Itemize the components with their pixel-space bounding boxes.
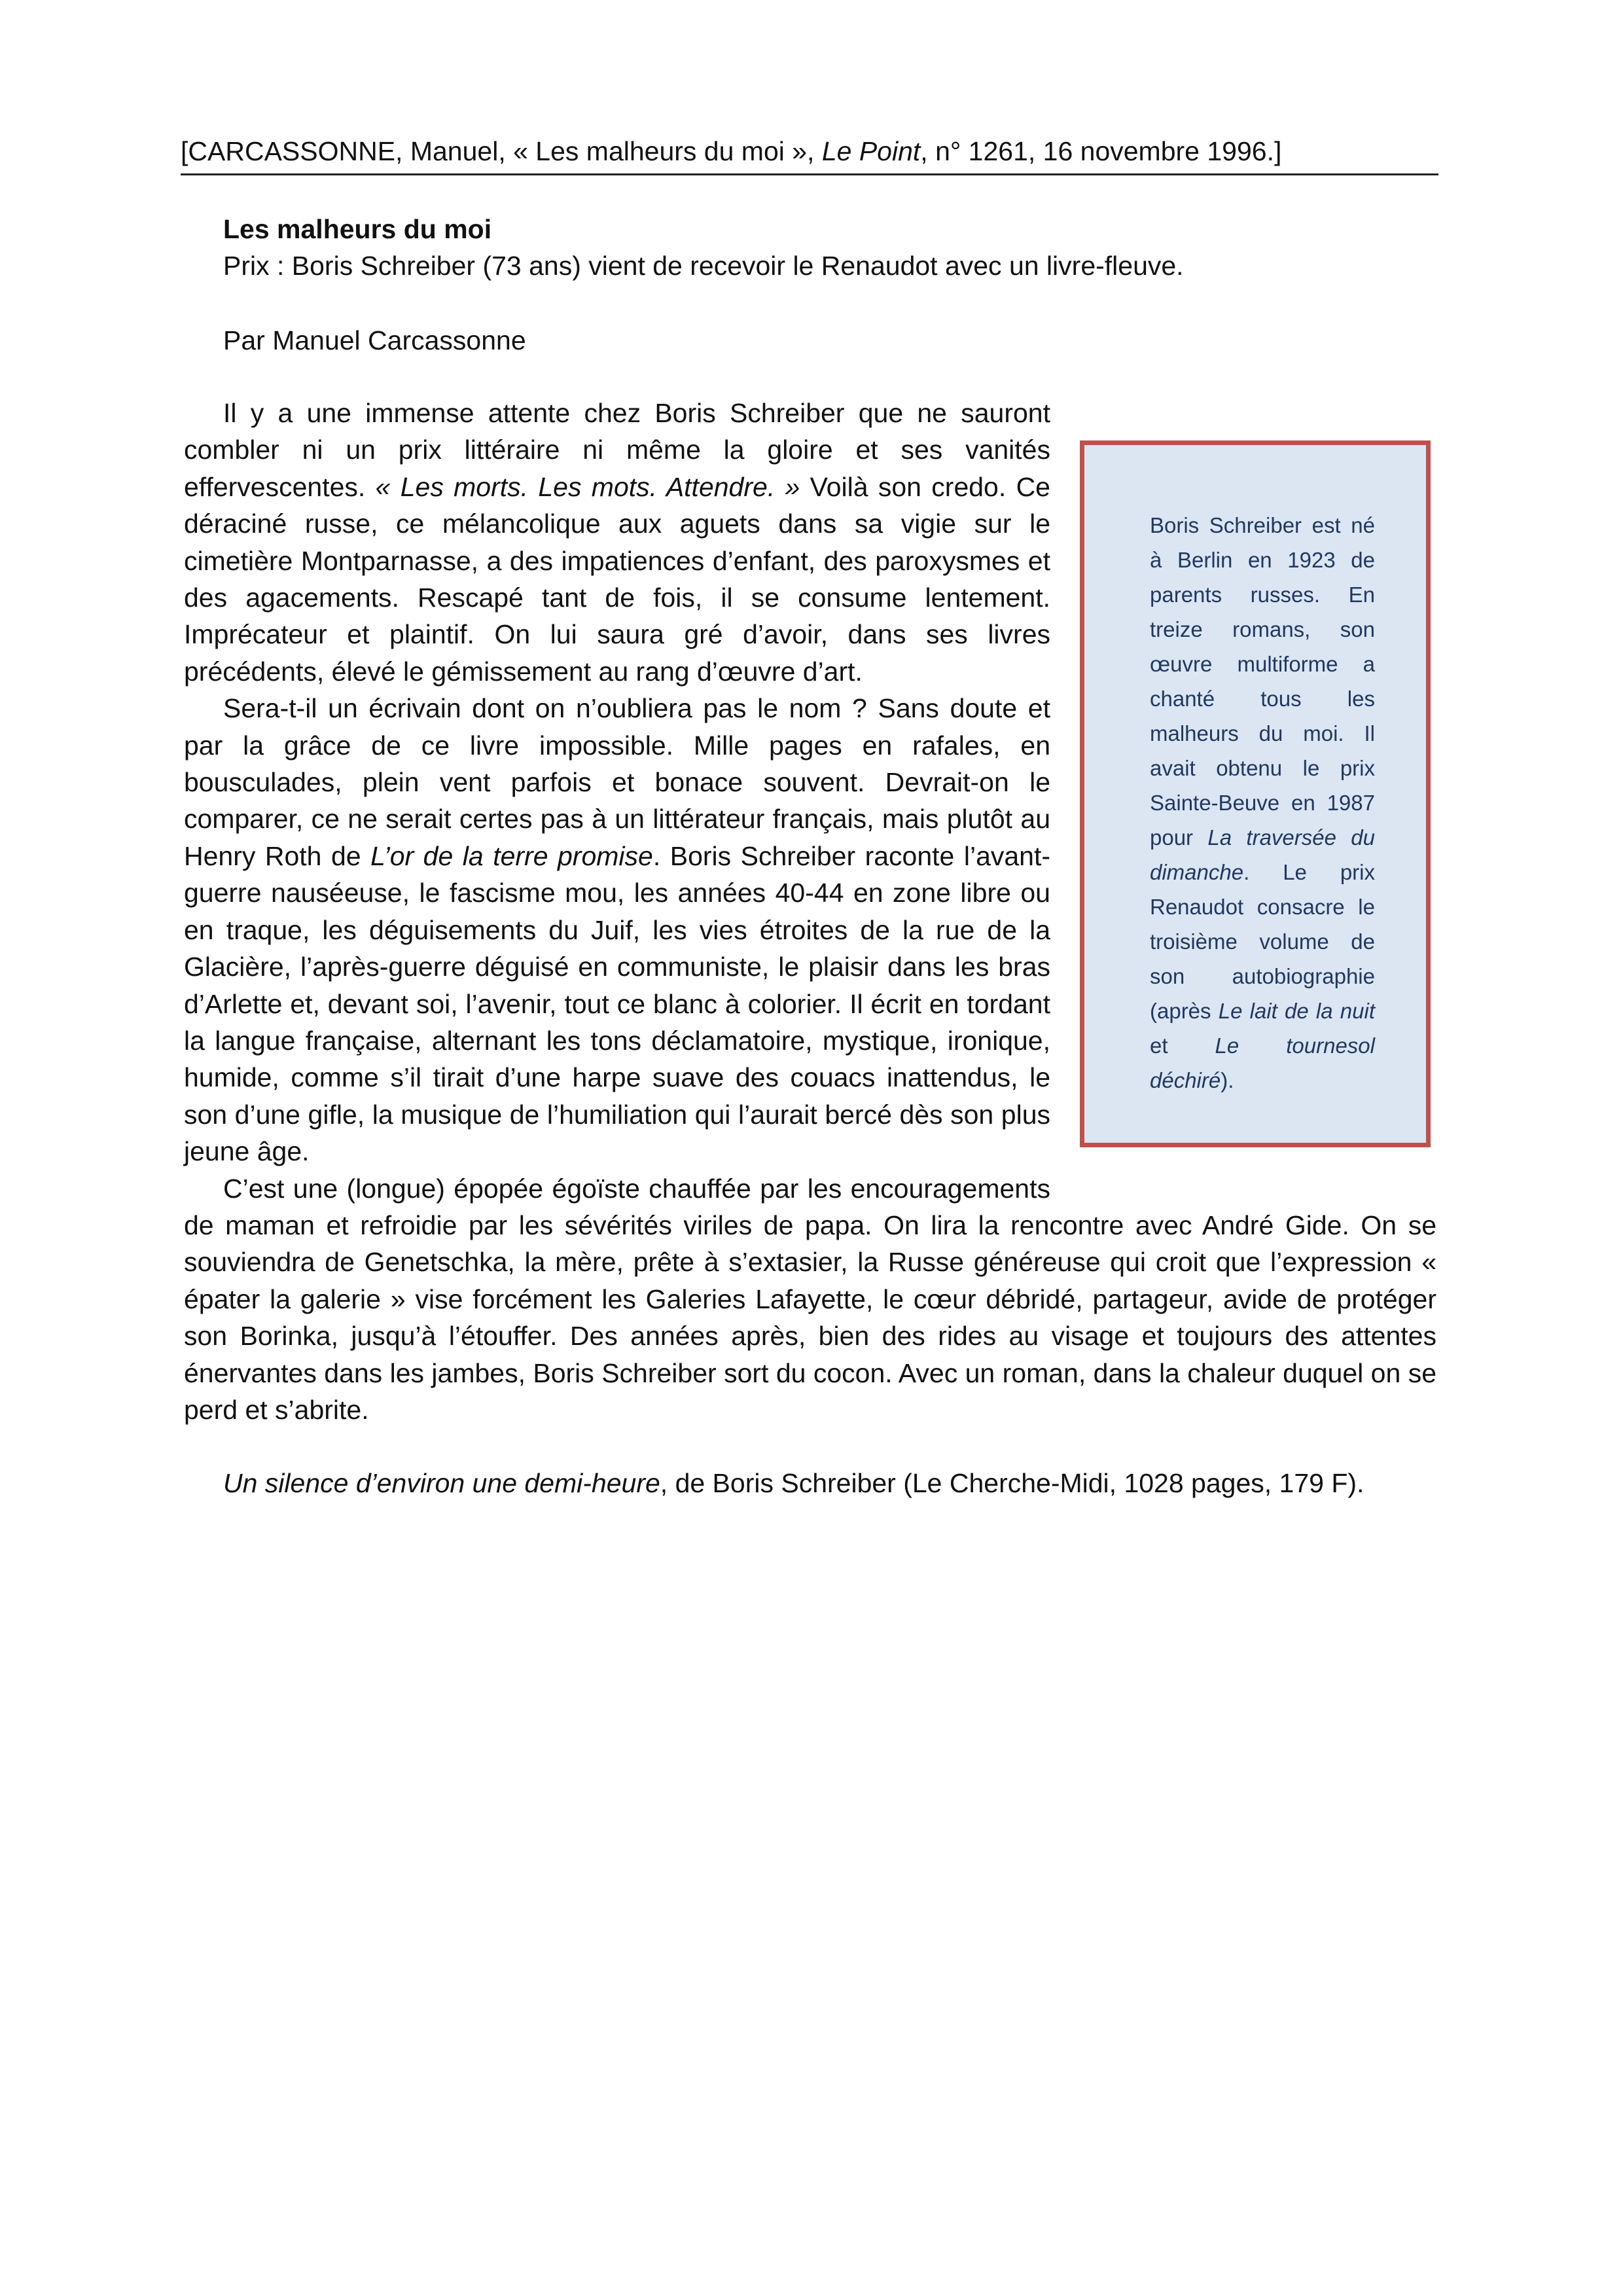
cited-book-title: L’or de la terre promise [370,840,653,871]
credo-quote: « Les morts. Les mots. Attendre. » [375,471,800,502]
sidebar-text-a: Boris Schreiber est né à Berlin en 1923 de parents russes. En treize romans, son œuvre multiforme a chanté tous les malheurs du moi. Il avait obtenu le prix Sainte-Beuve en 1987 pour [1150,513,1375,850]
paragraph-3: C’est une (longue) épopée égoïste chauffée par les encouragements de maman et refroidie par les sévérités viriles de papa. On lira la rencontre avec André Gide. On se souviendra de Genetschka, la mère, prête à s’extasier, la Russe généreuse qui croit que l’expression « épater la galerie » vise forcément les Galeries Lafayette, le cœur débridé, partageur, avide de protéger son Borinka, jusqu’à l’étouffer. Des années après, bien des rides au visage et toujours des attentes énervantes dans les jambes, Boris Schreiber sort du cocon. Avec un roman, dans la chaleur duquel on se perd et s’abrite. [184,1173,1436,1425]
sidebar-box [1080,440,1431,1147]
citation-text: [CARCASSONNE, Manuel, « Les malheurs du moi », [181,136,822,166]
sidebar-text-d: ). [1221,1068,1234,1092]
sidebar-text [1150,508,1375,1098]
journal-name: Le Point [821,136,921,166]
article-byline: Par Manuel Carcassonne [223,325,526,355]
sidebar-text-b: . Le prix Renaudot consacre le troisième volume de son autobiographie (après [1150,860,1375,1023]
paragraph-1-text-a: Il y a une immense attente chez Boris Schreiber que ne sauront combler ni un prix littéraire ni même la gloire et ses vanités effervescentes. [184,398,1050,502]
sidebar-text-c: et [1150,1033,1215,1058]
citation-issue: , n° 1261, 16 novembre 1996.] [920,136,1282,166]
article-lead: Prix : Boris Schreiber (73 ans) vient de recevoir le Renaudot avec un livre-fleuve. [223,251,1184,281]
paragraph-2-text-a: Sera-t-il un écrivain dont on n’oubliera pas le nom ? Sans doute et par la grâce de ce livre impossible. Mille pages en rafales, en bousculades, plein vent parfois et bonace souvent. Devrait-on le comparer, ce ne serait certes pas à un littérateur français, mais plutôt au Henry Roth de [184,693,1050,871]
sidebar-paragraph [1150,508,1375,1098]
sidebar-book-title-3: Le tournesol déchiré [1150,1033,1375,1092]
book-reference [223,1465,1440,1501]
citation-header [181,131,1437,171]
sidebar-book-title-2: Le lait de la nuit [1218,999,1375,1023]
article-title: Les malheurs du moi [223,214,492,244]
paragraph-2-text-b: . Boris Schreiber raconte l’avant-guerre nauséeuse, le fascisme mou, les années 40-44 en zone libre ou en traque, les déguisements du Juif, les vies étroites de la rue de la Glacière, l’après-guerre déguisé en communiste, le plaisir dans les bras d’Arlette et, devant soi, l’avenir, tout ce blanc à colorier. Il écrit en tordant la langue française, alternant les tons déclamatoire, mystique, ironique, humide, comme s’il tirait d’une harpe suave des couacs inattendus, le son d’une gifle, la musique de l’humiliation qui l’aurait bercé dès son plus jeune âge. [184,840,1051,1167]
sidebar-book-title-1: La traversée du dimanche [1150,825,1375,884]
header-divider [181,173,1438,175]
book-details: , de Boris Schreiber (Le Cherche-Midi, 1028 pages, 179 F). [660,1468,1364,1498]
book-title: Un silence d’environ une demi-heure [223,1468,660,1498]
paragraph-1-text-b: Voilà son credo. Ce déraciné russe, ce mélancolique aux aguets dans sa vigie sur le cimetière Montparnasse, a des impatiences d’enfant, des paroxysmes et des agacements. Rescapé tant de fois, il se consume lentement. Imprécateur et plaintif. On lui saura gré d’avoir, dans ses livres précédents, élevé le gémissement au rang d’œuvre d’art. [184,471,1050,687]
